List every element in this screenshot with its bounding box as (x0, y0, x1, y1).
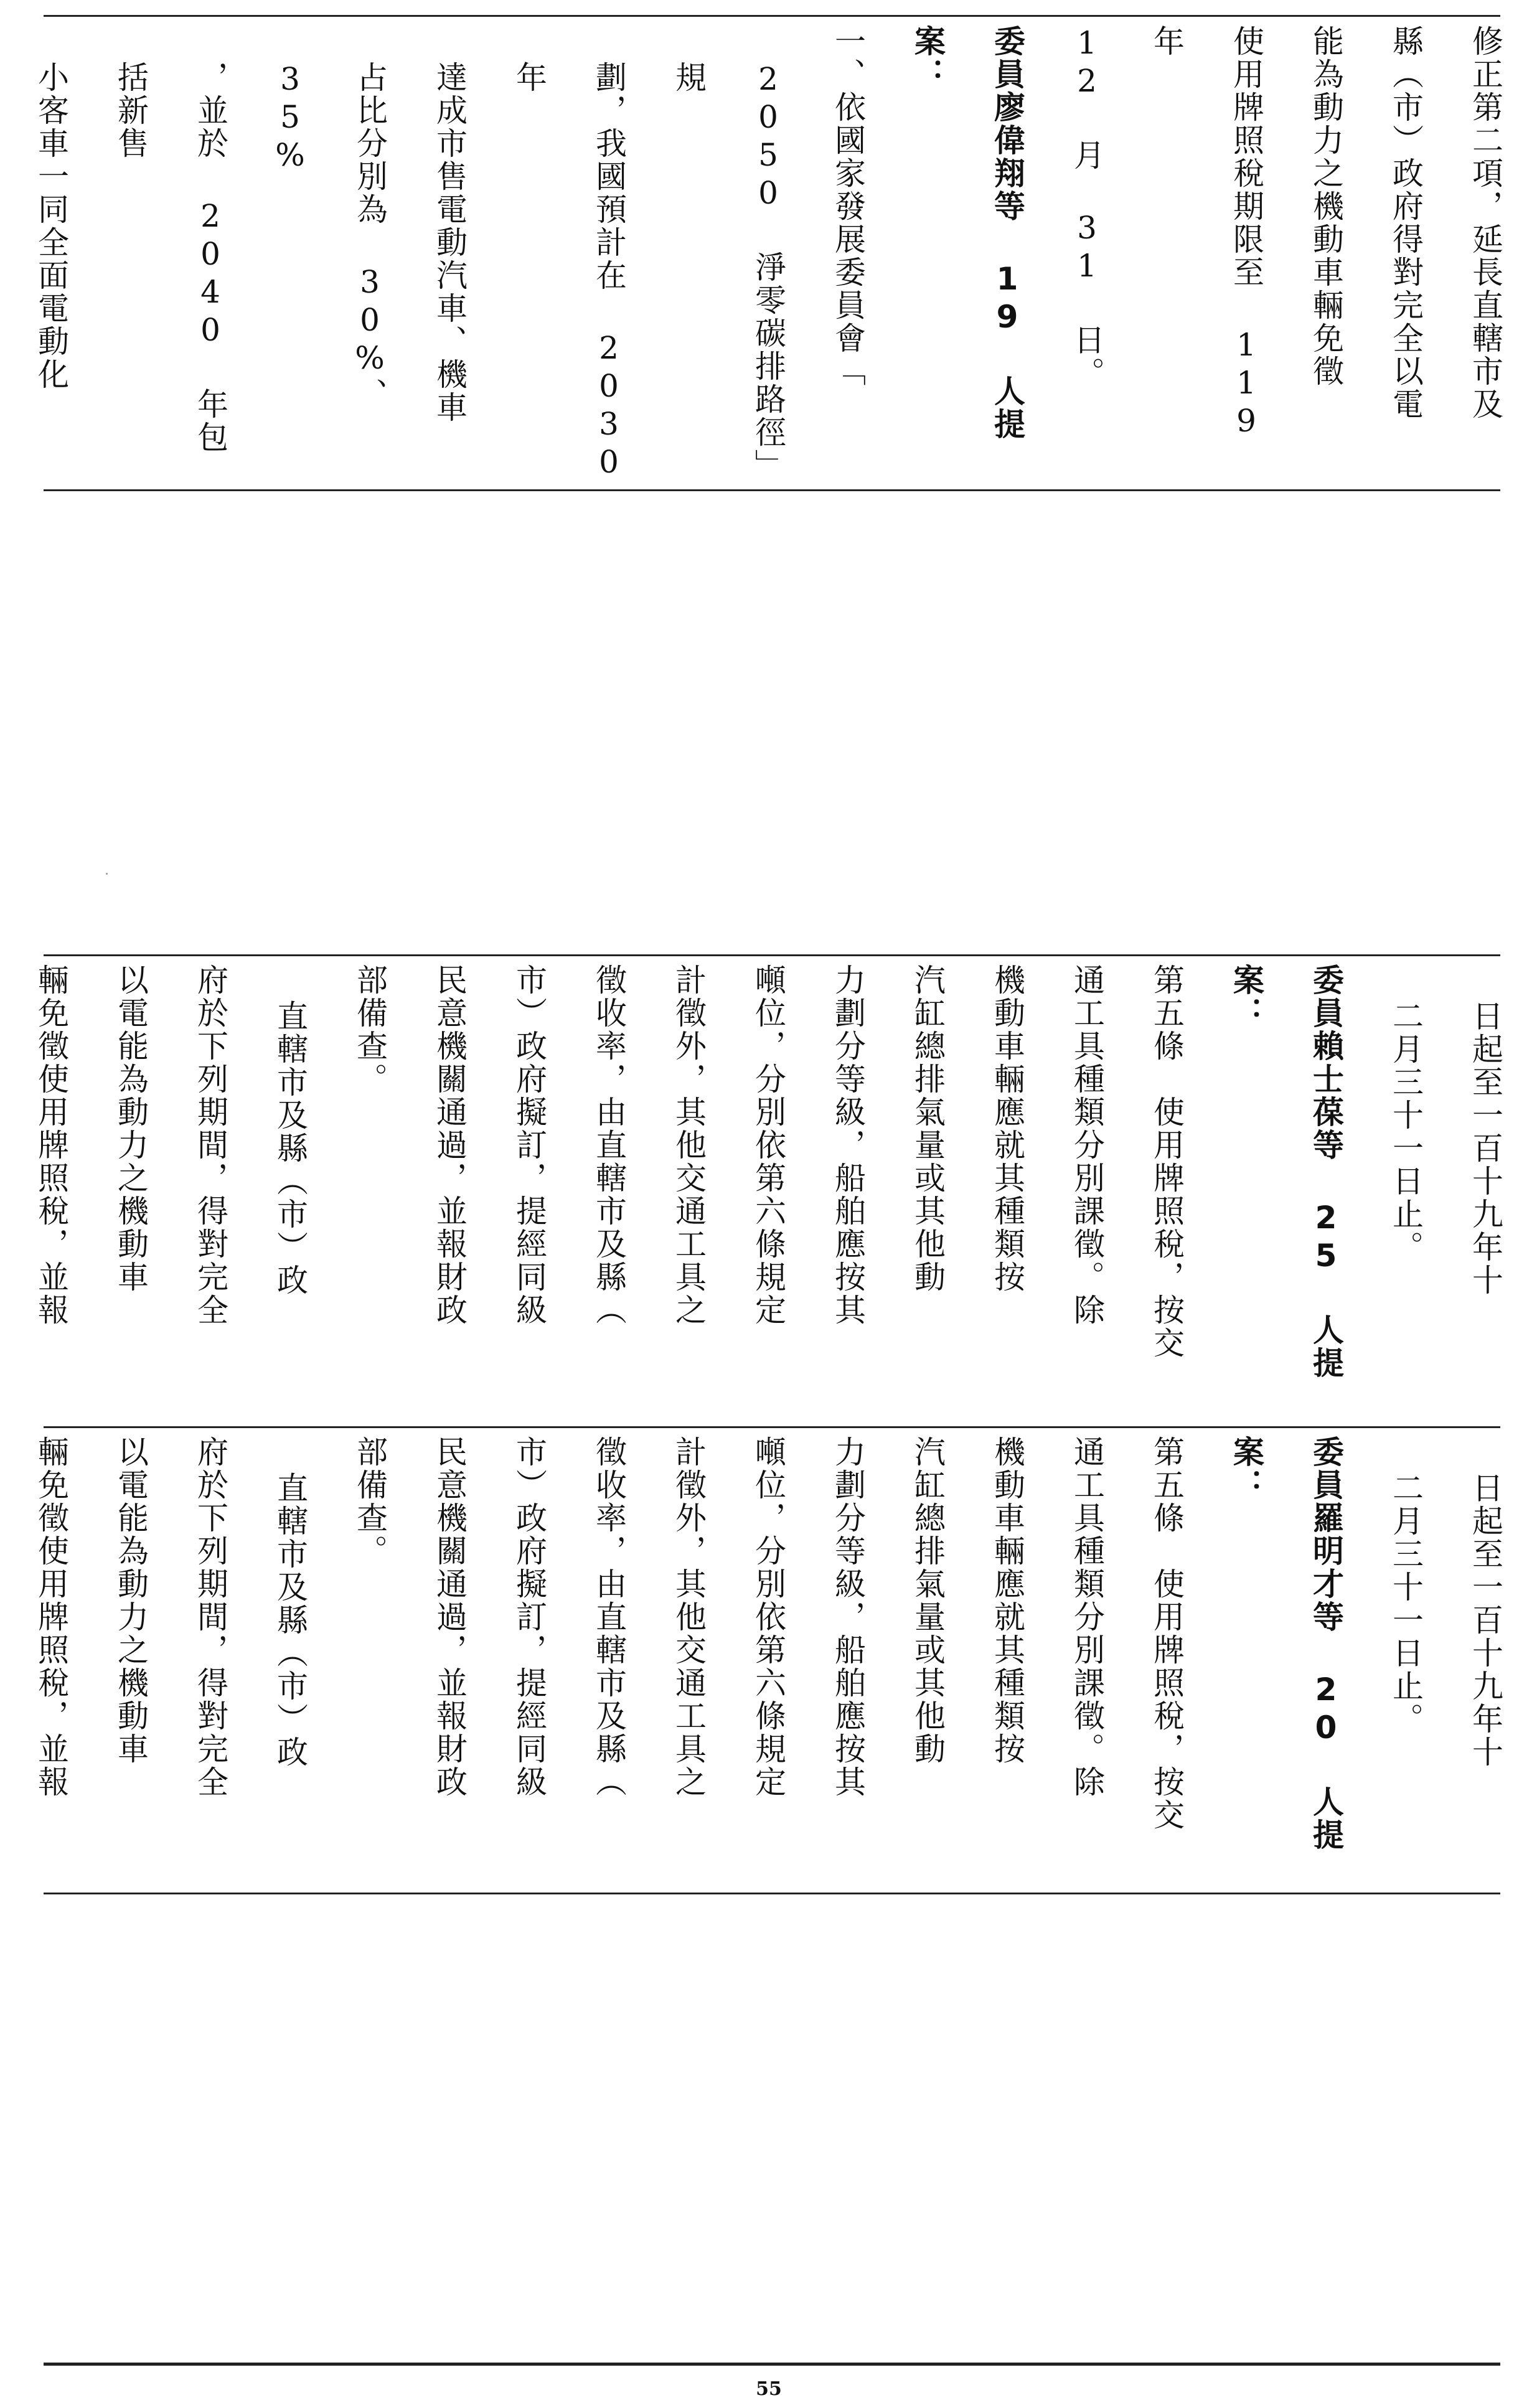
text-line: 二月三十一日止。 (1388, 1472, 1424, 1736)
text-line: 汽缸總排氣量或其他動 (910, 964, 946, 1294)
text-line: 12 月 31 日。 (1069, 25, 1105, 390)
text-line: 第五條 使用牌照稅，按交 (1149, 1436, 1185, 1832)
text-line (0, 25, 11, 486)
text-line: 修正第二項，延長直轄市及 (1467, 25, 1503, 421)
text-line: 徵收率，由直轄市及縣（ (591, 1436, 627, 1799)
text-line: 以電能為動力之機動車 (113, 1436, 149, 1766)
text-line: 部備查。 (352, 1436, 388, 1568)
rule-bottom-1 (44, 1893, 1500, 1894)
text-line: 通工具種類分別課徵。除 (1069, 964, 1105, 1327)
text-line: 輛免徵使用牌照稅，並報 (33, 964, 69, 1327)
text-line: 市）政府擬訂，提經同級 (511, 1436, 547, 1799)
text-line: 達成市售電動汽車、機車 (431, 61, 468, 424)
text-line: ，並於 2040 年包括新售 (113, 61, 228, 454)
text-line: 第五條 使用牌照稅，按交 (1149, 964, 1185, 1360)
text-line: 以電能為動力之機動車 (113, 964, 149, 1294)
text-line: 2050 淨零碳排路徑」規 (670, 61, 786, 482)
text-line: 計徵外，其他交通工具之 (670, 1436, 707, 1799)
text-block-top (33, 25, 1525, 486)
rule-middle-1 (44, 954, 1500, 956)
text-line: 汽缸總排氣量或其他動 (910, 1436, 946, 1766)
text-line (0, 1436, 11, 1890)
text-line: 輛免徵使用牌照稅，並報 (33, 1436, 69, 1799)
text-line: 日起至一百十九年十 (1467, 1472, 1503, 1769)
text-line: 二月三十一日止。 (1388, 1000, 1424, 1264)
rule-top-2 (44, 489, 1500, 491)
text-line: 日起至一百十九年十 (1467, 1000, 1503, 1297)
text-line: 徵收率，由直轄市及縣（ (591, 964, 627, 1327)
text-line: 占比分別為 30%、35% (272, 61, 388, 411)
text-line (0, 964, 11, 1424)
text-line: 劃，我國預計在 2030 年 (511, 61, 627, 482)
proposal-heading: 委員羅明才等 20 人提案： (1228, 1436, 1344, 1851)
text-line: 民意機關通過，並報財政 (431, 964, 468, 1327)
text-line: 府於下列期間，得對完全 (192, 1436, 228, 1799)
text-line: 機動車輛應就其種類按 (989, 1436, 1025, 1766)
text-line: 力劃分等級，船舶應按其 (830, 1436, 866, 1799)
text-line: 縣（市）政府得對完全以電 (1388, 25, 1424, 421)
text-line: 噸位，分別依第六條規定 (750, 964, 786, 1327)
text-line: 計徵外，其他交通工具之 (670, 964, 707, 1327)
proposal-heading: 委員廖偉翔等 19 人提案： (910, 25, 1025, 441)
text-line: 通工具種類分別課徵。除 (1069, 1436, 1105, 1799)
text-line: 市）政府擬訂，提經同級 (511, 964, 547, 1327)
text-block-middle (33, 964, 1525, 1424)
text-line: 民意機關通過，並報財政 (431, 1436, 468, 1799)
text-line: 力劃分等級，船舶應按其 (830, 964, 866, 1327)
text-line: 直轄市及縣（市）政 (272, 1000, 308, 1297)
text-line: 使用牌照稅期限至 119 年 (1149, 25, 1264, 441)
text-line: 部備查。 (352, 964, 388, 1096)
text-line: 一、依國家發展委員會「 (830, 25, 866, 388)
rule-top-1 (44, 15, 1500, 17)
text-line: 府於下列期間，得對完全 (192, 964, 228, 1327)
page-number: 55 (756, 2378, 782, 2400)
text-line: 能為動力之機動車輛免徵 (1308, 25, 1344, 388)
proposal-heading: 委員賴士葆等 25 人提案： (1228, 964, 1344, 1380)
scan-speck (106, 873, 108, 875)
text-line: 噸位，分別依第六條規定 (750, 1436, 786, 1799)
text-block-bottom (33, 1436, 1525, 1890)
text-line: 小客車一同全面電動化 (33, 61, 69, 391)
text-line: 機動車輛應就其種類按 (989, 964, 1025, 1294)
text-line: 直轄市及縣（市）政 (272, 1472, 308, 1769)
rule-footer (44, 2363, 1500, 2366)
rule-middle-2 (44, 1426, 1500, 1428)
